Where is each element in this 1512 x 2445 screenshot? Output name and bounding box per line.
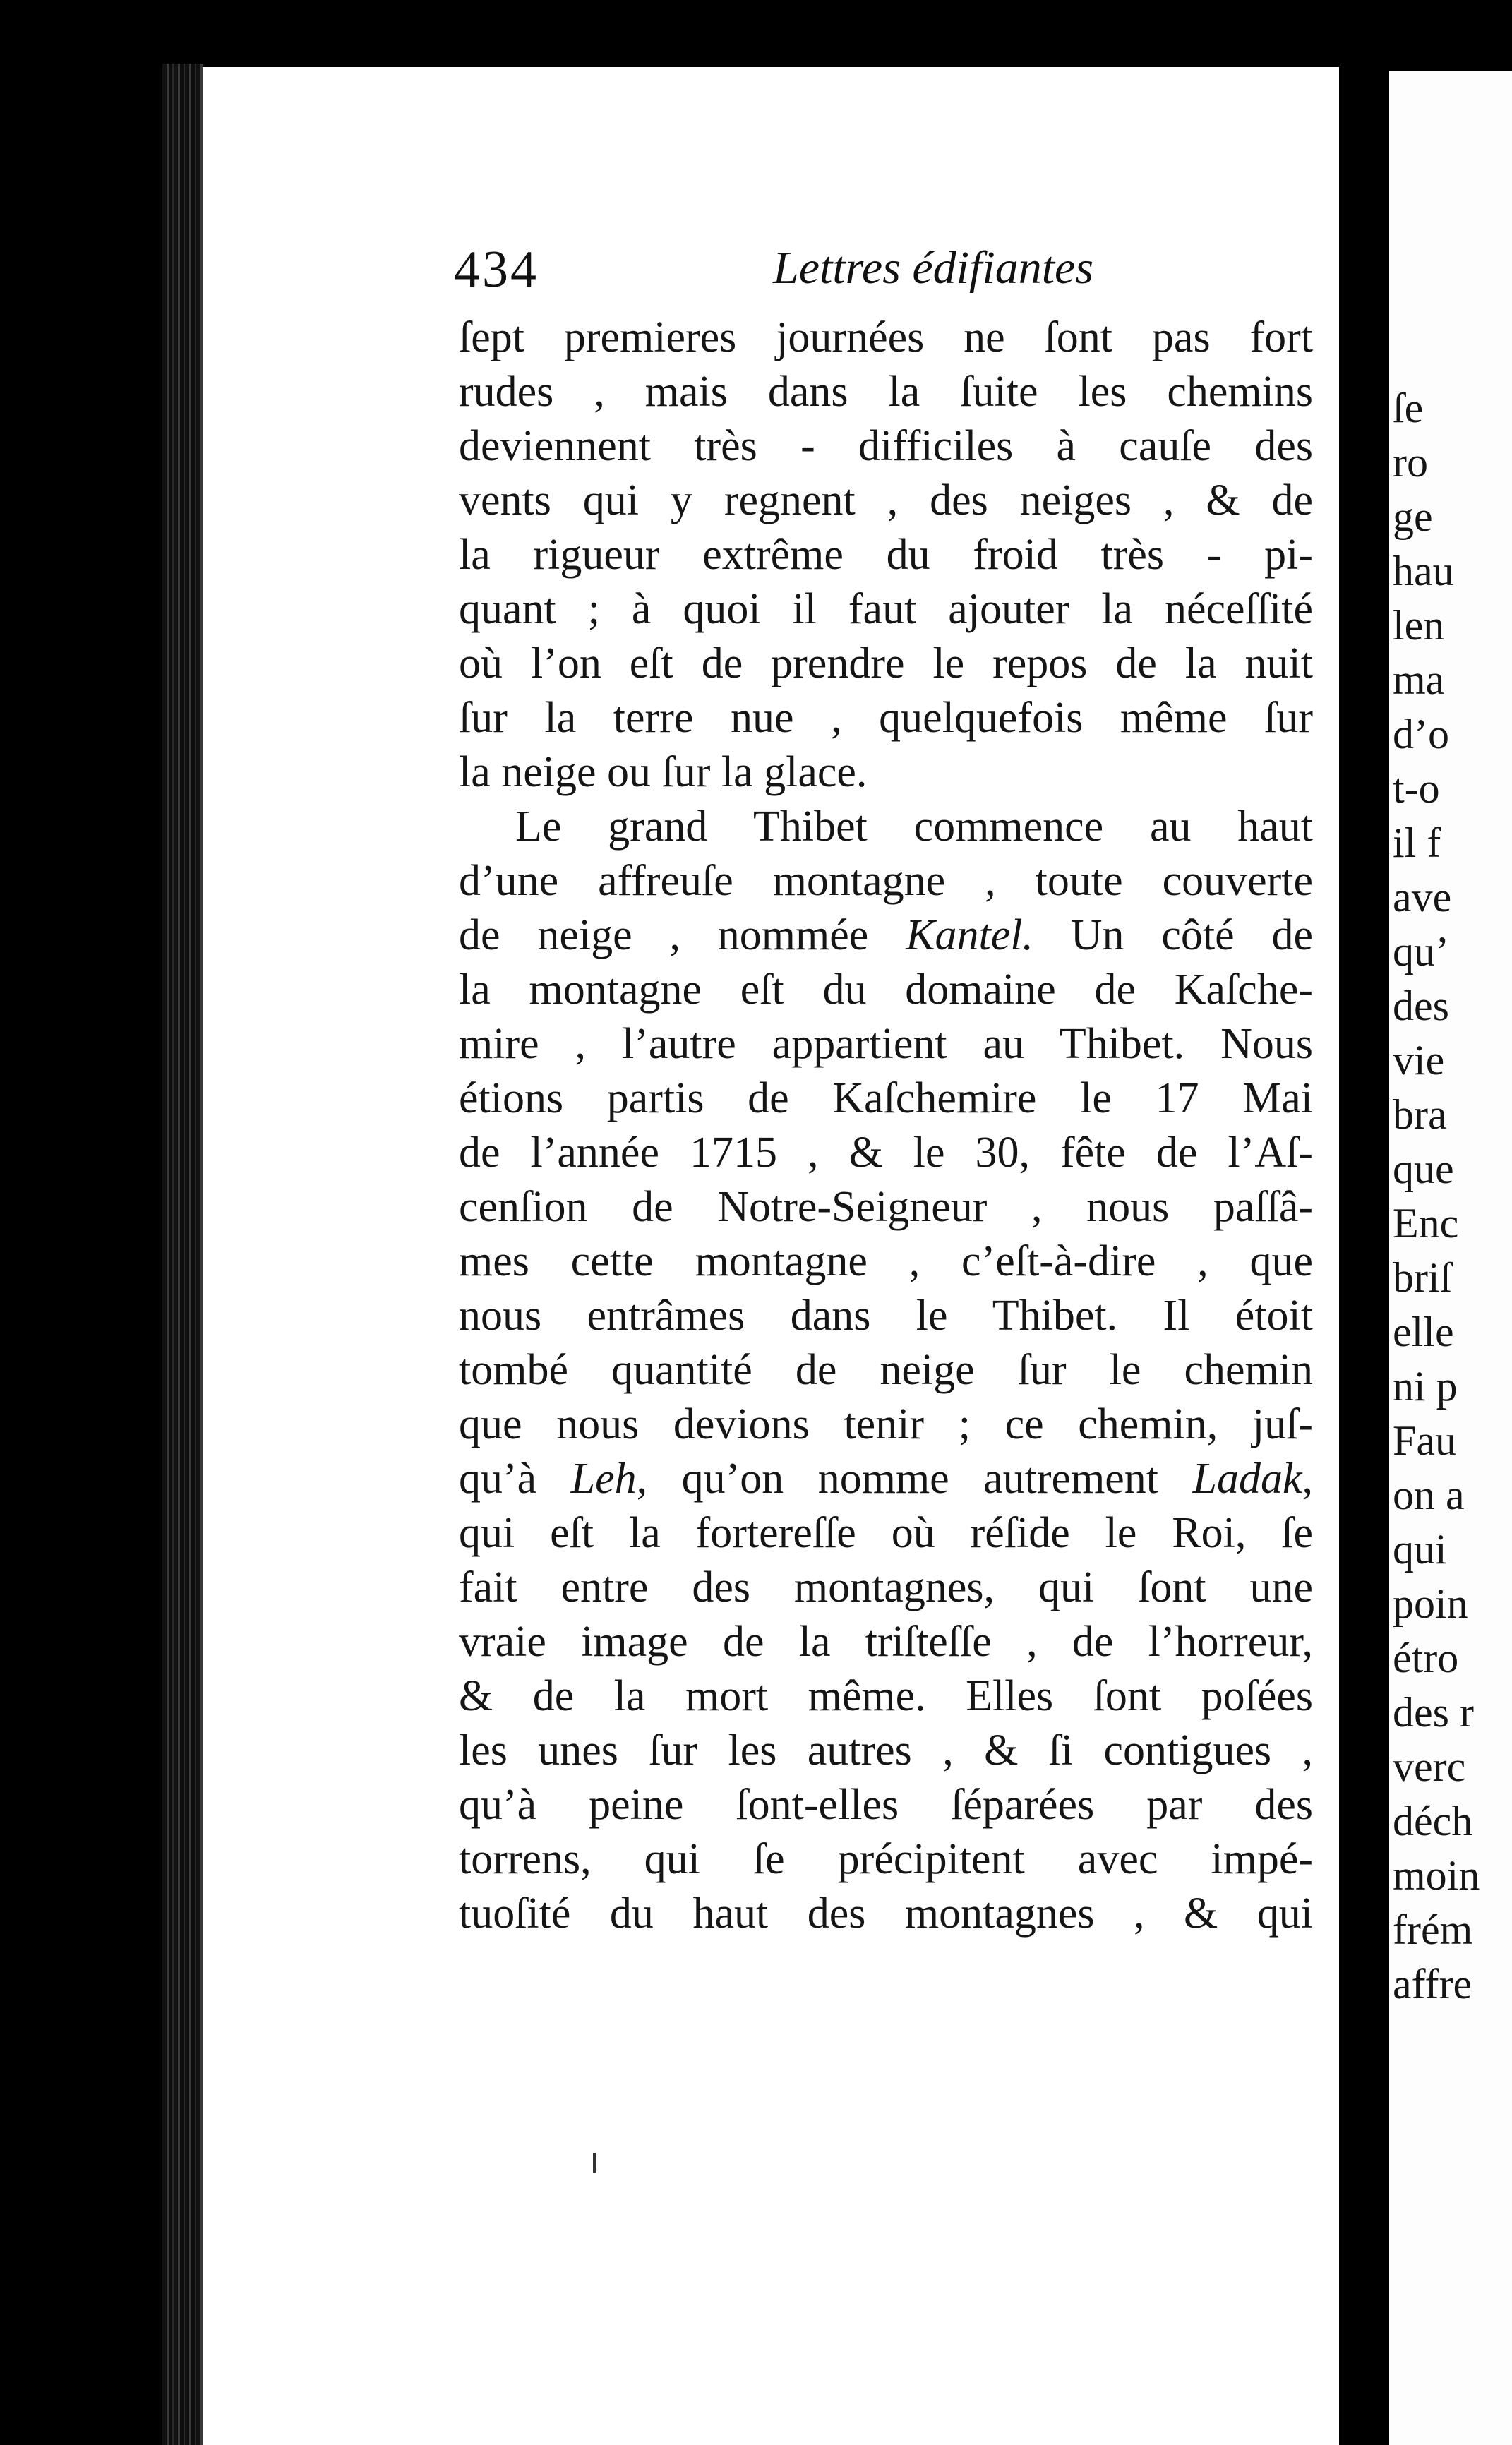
facing-page-line: affre [1393, 1961, 1472, 2007]
facing-page-line: ge [1393, 493, 1433, 540]
text-line [459, 1234, 1313, 1289]
facing-page-line: étro [1393, 1635, 1459, 1681]
line-text: quant ; à quoi il faut ajouter la néceſſité [459, 585, 1313, 633]
line-text: vents qui y regnent , des neiges , & de [459, 476, 1313, 524]
line-text: Le grand Thibet commence au haut [515, 803, 1313, 851]
facing-page-text [1393, 381, 1512, 2012]
line-text: torrens, qui ſe précipitent avec impé- [459, 1835, 1313, 1883]
line-text: de l’année 1715 , & le 30, fête de l’Aſ- [459, 1129, 1313, 1177]
page-number: 434 [454, 241, 539, 299]
line-text: , qu’on nomme autrement [636, 1455, 1193, 1503]
italic-text: Kantel. [906, 911, 1033, 959]
body-text [459, 311, 1313, 1941]
facing-page-line: frém [1393, 1906, 1473, 1953]
text-line [459, 1832, 1313, 1887]
line-text: qu’à [459, 1455, 571, 1503]
running-title: Lettres édifiantes [773, 242, 1094, 294]
line-text: mire , l’autre appartient au Thibet. Nous [459, 1020, 1313, 1068]
text-line [459, 1289, 1313, 1343]
facing-page-line: Fau [1393, 1417, 1456, 1464]
line-text: rudes , mais dans la ſuite les chemins [459, 368, 1313, 416]
text-line [459, 1343, 1313, 1398]
book-spine [162, 64, 205, 2445]
facing-page-line: hau [1393, 548, 1454, 594]
facing-page-line: des r [1393, 1689, 1474, 1736]
text-line [459, 1180, 1313, 1234]
text-line [459, 637, 1313, 691]
line-text: nous entrâmes dans le Thibet. Il étoit [459, 1292, 1313, 1340]
facing-page-line: poin [1393, 1580, 1468, 1627]
text-line [459, 582, 1313, 637]
text-line [459, 1071, 1313, 1126]
text-line [459, 854, 1313, 908]
facing-page-line: verc [1393, 1743, 1466, 1790]
line-text: la rigueur extrême du froid très - pi- [459, 531, 1313, 579]
facing-page-line: ſe [1393, 385, 1424, 431]
italic-text: Ladak [1192, 1455, 1302, 1503]
italic-text: Leh [570, 1455, 637, 1503]
text-line [459, 1615, 1313, 1669]
text-line [459, 800, 1313, 854]
line-text: étions partis de Kaſchemire le 17 Mai [459, 1074, 1313, 1122]
text-line [459, 1724, 1313, 1778]
line-text: tombé quantité de neige ſur le chemin [459, 1346, 1313, 1394]
line-text: , [1302, 1455, 1313, 1503]
line-text: & de la mort même. Elles ſont poſées [459, 1672, 1313, 1720]
facing-page-line: ave [1393, 874, 1452, 920]
facing-page-line: briſ [1393, 1254, 1452, 1301]
line-text: que nous devions tenir ; ce chemin, juſ- [459, 1400, 1313, 1448]
line-text: Un côté de [1033, 911, 1313, 959]
text-line [459, 1126, 1313, 1180]
text-line [459, 365, 1313, 419]
page-header [254, 240, 1299, 318]
text-line [459, 474, 1313, 528]
facing-page-line: on a [1393, 1472, 1465, 1518]
line-text: les unes ſur les autres , & ſi contigues , [459, 1726, 1313, 1774]
text-line [459, 691, 1313, 745]
text-line [459, 1561, 1313, 1615]
text-line [459, 1017, 1313, 1071]
facing-page-line: d’o [1393, 711, 1449, 757]
facing-page-line: déch [1393, 1798, 1473, 1844]
text-line [459, 311, 1313, 365]
line-text: fait entre des montagnes, qui ſont une [459, 1563, 1313, 1611]
line-text: ſept premieres journées ne ſont pas fort [459, 313, 1313, 361]
line-text: cenſion de Notre-Seigneur , nous paſſâ- [459, 1183, 1313, 1231]
facing-page-line: qui [1393, 1526, 1447, 1573]
line-text: tuoſité du haut des montagnes , & qui [459, 1890, 1313, 1938]
facing-page-line: qu’ [1393, 928, 1449, 975]
facing-page-line: len [1393, 602, 1445, 649]
text-line [459, 1887, 1313, 1941]
text-line [459, 1452, 1313, 1506]
facing-page-line: bra [1393, 1091, 1447, 1138]
facing-page-line: que [1393, 1146, 1454, 1192]
facing-page-line: Enc [1393, 1200, 1459, 1246]
ink-mark [593, 2153, 596, 2173]
facing-page-line: t-o [1393, 765, 1440, 812]
text-line [459, 1506, 1313, 1561]
facing-page-line: moin [1393, 1852, 1480, 1899]
text-line [459, 908, 1313, 963]
facing-page-line: des [1393, 983, 1449, 1029]
line-text: qui eſt la fortereſſe où réſide le Roi, ſe [459, 1509, 1313, 1557]
line-text: la montagne eſt du domaine de Kaſche- [459, 966, 1313, 1014]
text-line [459, 1398, 1313, 1452]
text-line [459, 419, 1313, 474]
line-text: vraie image de la triſteſſe , de l’horreur, [459, 1618, 1313, 1666]
line-text: mes cette montagne , c’eſt-à-dire , que [459, 1237, 1313, 1285]
text-line [459, 745, 1313, 800]
facing-page-line: elle [1393, 1309, 1454, 1355]
facing-page-line: ma [1393, 656, 1445, 703]
line-text: de neige , nommée [459, 911, 906, 959]
facing-page-line: vie [1393, 1037, 1445, 1083]
text-line [459, 1778, 1313, 1832]
line-text: deviennent très - difficiles à cauſe des [459, 422, 1313, 470]
facing-page-line: ro [1393, 439, 1428, 486]
facing-page-line: il f [1393, 819, 1441, 866]
facing-page-edge [1389, 71, 1512, 2445]
line-text: qu’à peine ſont-elles ſéparées par des [459, 1781, 1313, 1829]
text-line [459, 528, 1313, 582]
text-line [459, 963, 1313, 1017]
line-text: ſur la terre nue , quelquefois même ſur [459, 694, 1313, 742]
line-text: d’une affreuſe montagne , toute couverte [459, 857, 1313, 905]
text-line [459, 1669, 1313, 1724]
line-text: où l’on eſt de prendre le repos de la nuit [459, 639, 1313, 687]
line-text: la neige ou ſur la glace. [459, 748, 868, 796]
facing-page-line: ni p [1393, 1363, 1458, 1410]
